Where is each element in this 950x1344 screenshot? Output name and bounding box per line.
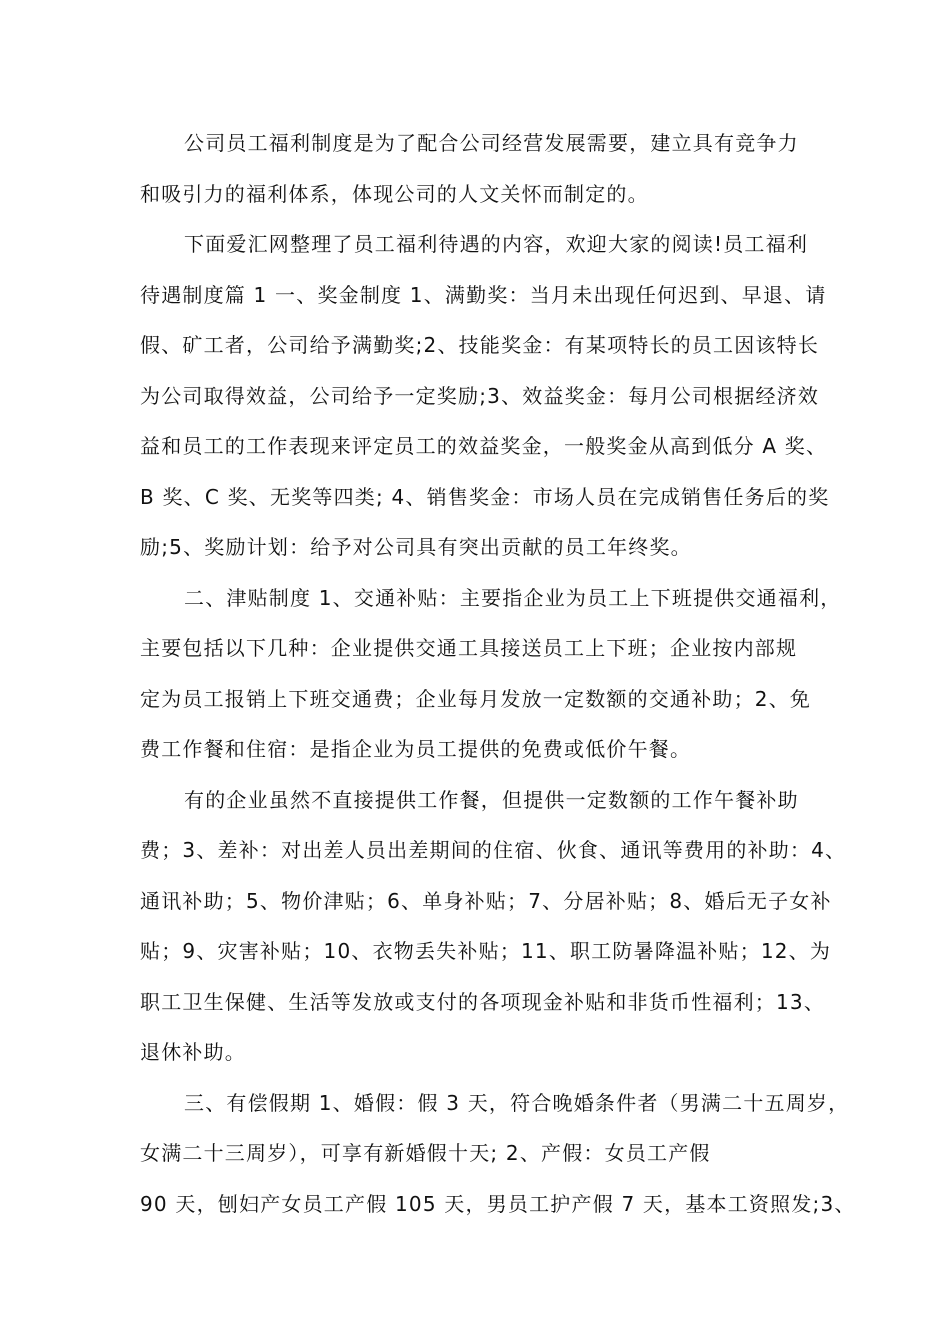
text-line: 90 天，刨妇产女员工产假 105 天，男员工护产假 7 天，基本工资照发;3、 [140, 1191, 856, 1216]
text-line: 贴；9、灾害补贴；10、衣物丢失补贴；11、职工防暑降温补贴；12、为 [140, 939, 832, 963]
text-line: 下面爱汇网整理了员工福利待遇的内容，欢迎大家的阅读!员工福利 [184, 232, 809, 256]
text-line: 费；3、差补：对出差人员出差期间的住宿、伙食、通讯等费用的补助：4、 [140, 838, 847, 862]
document-body [140, 118, 856, 1229]
text-line: 定为员工报销上下班交通费；企业每月发放一定数额的交通补助；2、免 [140, 686, 812, 711]
text-line: 费工作餐和住宿：是指企业为员工提供的免费或低价午餐。 [140, 737, 692, 761]
text-line: 三、有偿假期 1、婚假：假 3 天，符合晚婚条件者（男满二十五周岁， [184, 1090, 850, 1115]
text-line: 公司员工福利制度是为了配合公司经营发展需要，建立具有竞争力 [184, 131, 799, 155]
text-line: 二、津贴制度 1、交通补贴：主要指企业为员工上下班提供交通福利， [184, 585, 842, 610]
text-line: 为公司取得效益，公司给予一定奖励;3、效益奖金：每月公司根据经济效 [140, 383, 820, 408]
text-line: 假、矿工者，公司给予满勤奖;2、技能奖金：有某项特长的员工因该特长 [140, 333, 820, 357]
text-line: 待遇制度篇 1 一、奖金制度 1、满勤奖：当月未出现任何迟到、早退、请 [140, 282, 827, 307]
text-line: 主要包括以下几种：企业提供交通工具接送员工上下班；企业按内部规 [140, 636, 798, 660]
text-line: 益和员工的工作表现来评定员工的效益奖金，一般奖金从高到低分 A 奖、 [140, 434, 828, 458]
text-line: B 奖、C 奖、无奖等四类; 4、销售奖金：市场人员在完成销售任务后的奖 [140, 484, 830, 509]
text-line: 退休补助。 [140, 1040, 246, 1064]
paragraph-5 [140, 1078, 856, 1230]
paragraph-3 [140, 573, 842, 775]
text-line: 通讯补助；5、物价津贴；6、单身补贴；7、分居补贴；8、婚后无子女补 [140, 888, 832, 913]
text-line: 和吸引力的福利体系，体现公司的人文关怀而制定的。 [140, 181, 649, 206]
text-line: 职工卫生保健、生活等发放或支付的各项现金补贴和非货币性福利；13、 [140, 989, 826, 1014]
text-line: 女满二十三周岁），可享有新婚假十天; 2、产假：女员工产假 [140, 1141, 711, 1165]
paragraph-1 [140, 118, 832, 219]
text-line: 有的企业虽然不直接提供工作餐，但提供一定数额的工作午餐补助 [184, 787, 799, 812]
paragraph-4 [140, 775, 847, 1078]
paragraph-2 [140, 219, 832, 573]
text-line: 励;5、奖励计划：给予对公司具有突出贡献的员工年终奖。 [140, 535, 692, 559]
